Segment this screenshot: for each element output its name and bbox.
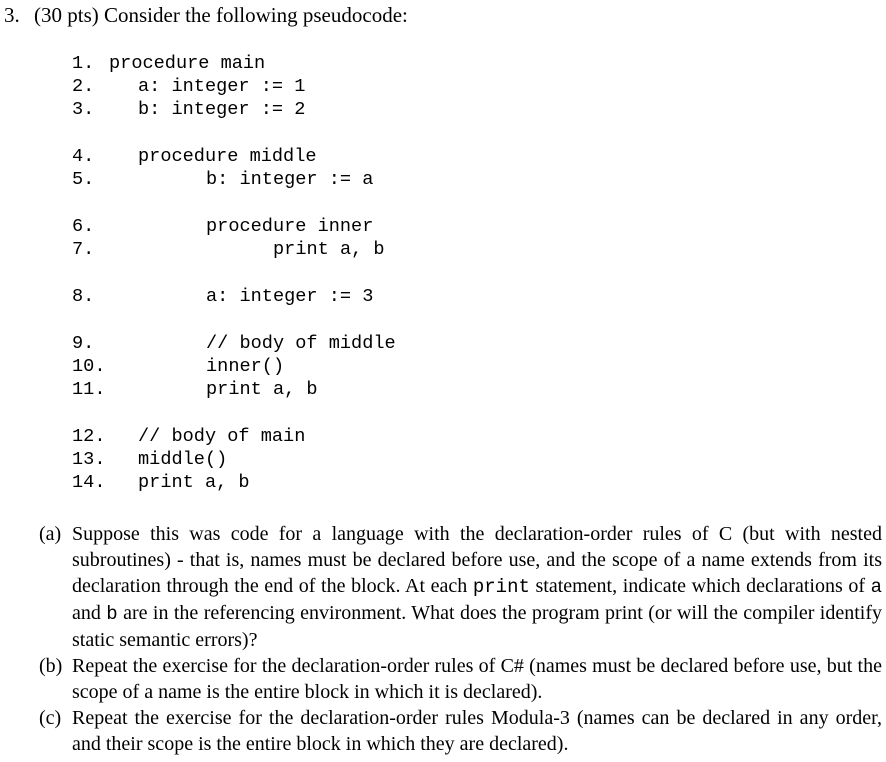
question-heading — [4, 2, 408, 28]
part-a-text: statement, indicate which declarations of — [529, 575, 871, 597]
question-parts — [39, 521, 882, 757]
code-text: middle() — [138, 449, 228, 470]
part-b — [39, 653, 882, 705]
code-text: // body of middle — [206, 333, 396, 354]
question-text: (30 pts) Consider the following pseudocode: — [34, 3, 408, 27]
line-number: 11. — [72, 379, 106, 400]
inline-code: a — [870, 576, 882, 598]
line-number: 8. — [72, 286, 95, 307]
part-label: (a) — [39, 523, 62, 545]
line-number: 12. — [72, 426, 106, 447]
line-number: 7. — [72, 239, 95, 260]
line-number: 2. — [72, 76, 95, 97]
part-label: (c) — [39, 707, 62, 729]
inline-code: b — [106, 603, 118, 625]
code-text: b: integer := 2 — [138, 99, 306, 120]
code-text: procedure middle — [138, 146, 317, 167]
line-number: 9. — [72, 333, 95, 354]
line-number: 6. — [72, 216, 95, 237]
part-a-text: and — [72, 602, 107, 624]
part-a-text: Suppose this was code for a language with the declaration-order rules of C (but with nested subroutines) - that is, names must be declared before use, and the scope of a name extends from its declaration through the end of the block. At each — [72, 523, 882, 597]
line-number: 13. — [72, 449, 106, 470]
code-text: procedure inner — [206, 216, 374, 237]
code-text: print a, b — [138, 472, 250, 493]
part-b-text: Repeat the exercise for the declaration-order rules of C# (names must be declared before use, but the scope of a name is the entire block in which it is declared). — [72, 655, 882, 703]
code-text: inner() — [206, 356, 285, 377]
inline-code: print — [472, 576, 530, 598]
code-text: // body of main — [138, 426, 306, 447]
code-text: a: integer := 1 — [138, 76, 306, 97]
part-a-text: are in the referencing environment. What does the program print (or will the compiler identify static semantic errors)? — [72, 602, 882, 651]
line-number: 4. — [72, 146, 95, 167]
line-number: 1. — [72, 53, 95, 74]
question-number: 3. — [4, 3, 20, 27]
code-text: a: integer := 3 — [206, 286, 374, 307]
code-text: b: integer := a — [206, 169, 374, 190]
code-text: procedure main — [109, 53, 266, 74]
part-label: (b) — [39, 655, 63, 677]
part-c-text: Repeat the exercise for the declaration-order rules Modula-3 (names can be declared in any order, and their scope is the entire block in which they are declared). — [72, 707, 882, 755]
line-number: 3. — [72, 99, 95, 120]
line-number: 5. — [72, 169, 95, 190]
line-number: 10. — [72, 356, 106, 377]
part-a — [39, 521, 882, 653]
line-number: 14. — [72, 472, 106, 493]
code-text: print a, b — [273, 239, 385, 260]
code-text: print a, b — [206, 379, 318, 400]
part-c — [39, 705, 882, 757]
